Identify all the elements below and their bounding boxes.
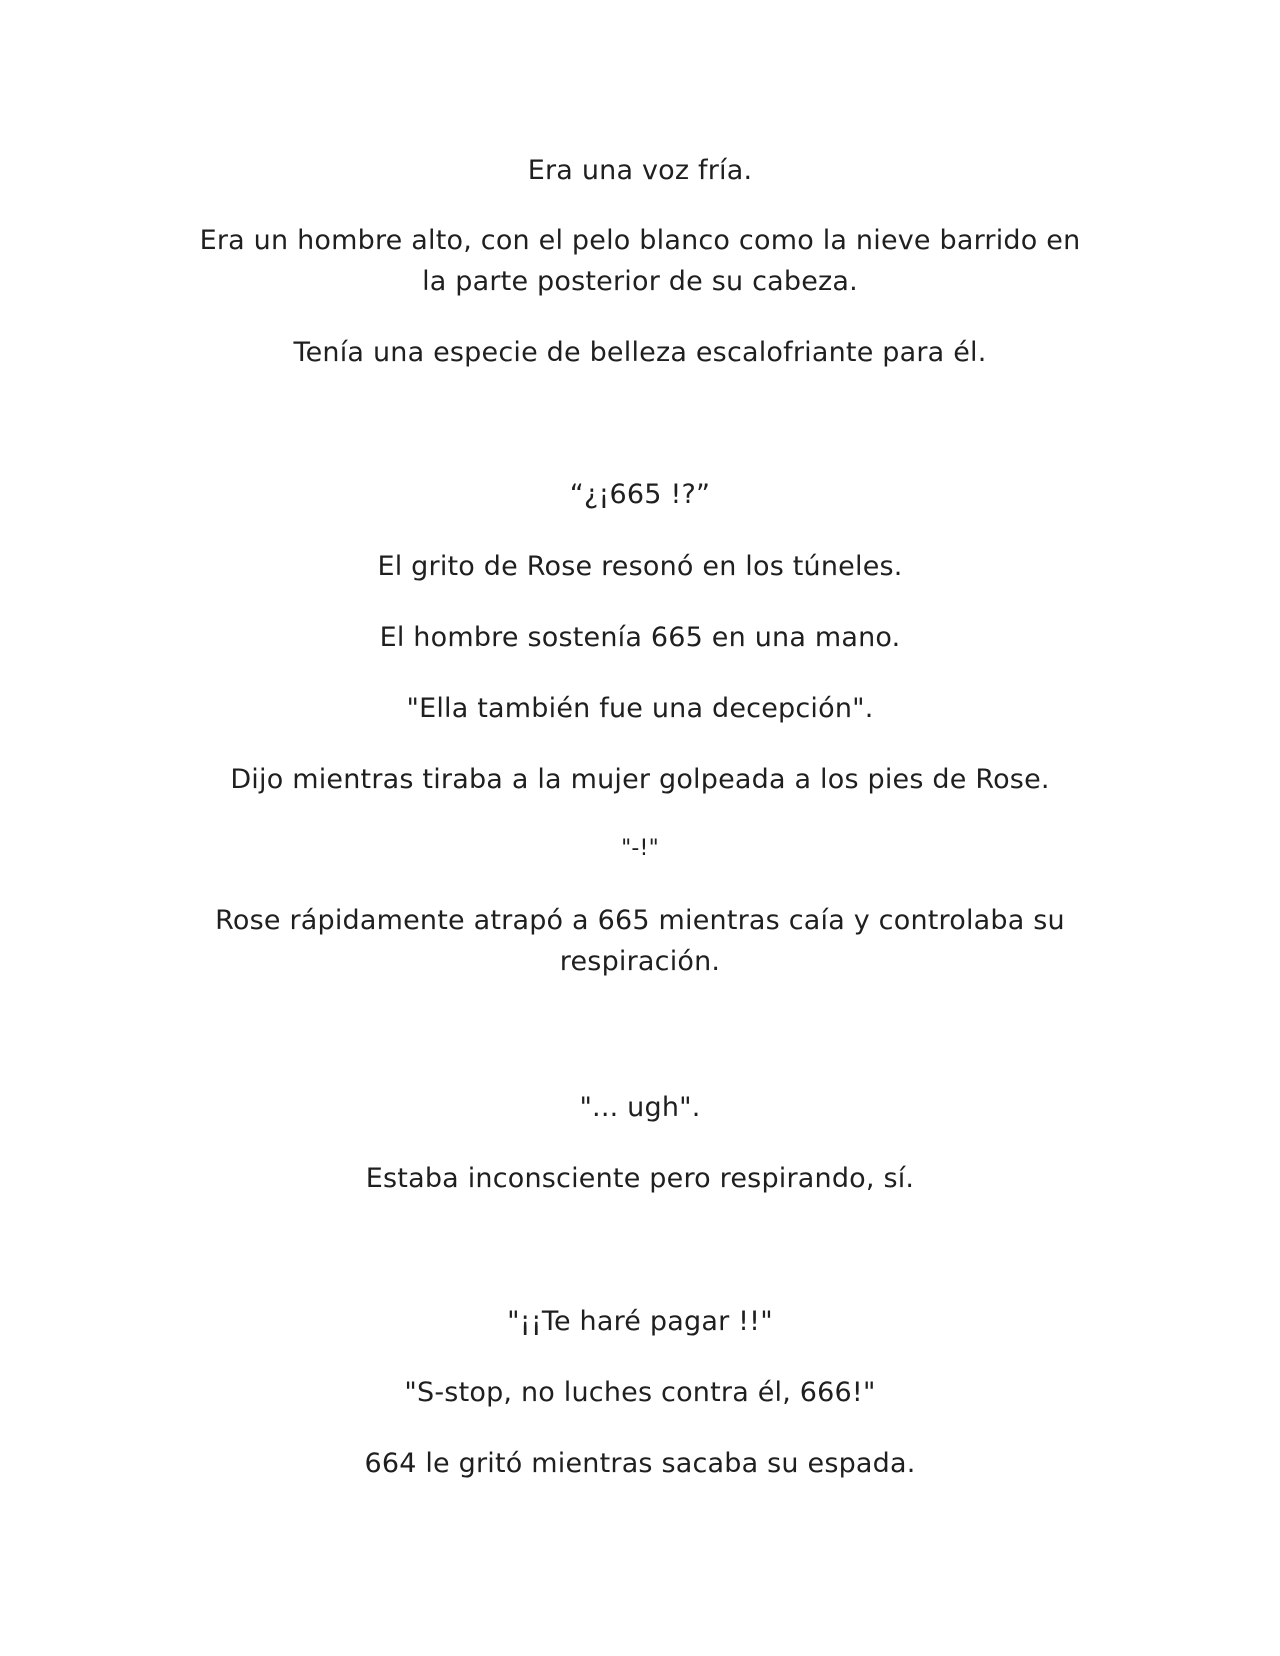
- paragraph: Dijo mientras tiraba a la mujer golpeada a los pies de Rose.: [230, 764, 1050, 795]
- paragraph: "Ella también fue una decepción".: [406, 693, 874, 724]
- paragraph: Tenía una especie de belleza escalofriante para él.: [293, 337, 987, 368]
- paragraph: "-!": [621, 836, 659, 861]
- paragraph: "S-stop, no luches contra él, 666!": [404, 1377, 876, 1408]
- paragraph: Era un hombre alto, con el pelo blanco como la nieve barrido en la parte posterior de su cabeza.: [199, 225, 1081, 297]
- paragraph: "¡¡Te haré pagar !!": [507, 1306, 773, 1337]
- paragraph: Estaba inconsciente pero respirando, sí.: [365, 1163, 915, 1194]
- paragraph: El grito de Rose resonó en los túneles.: [377, 551, 903, 582]
- paragraph: Era una voz fría.: [527, 155, 753, 186]
- paragraph: Rose rápidamente atrapó a 665 mientras caía y controlaba su respiración.: [215, 905, 1065, 977]
- paragraph: "... ugh".: [579, 1092, 701, 1123]
- paragraph: 664 le gritó mientras sacaba su espada.: [364, 1448, 916, 1479]
- paragraph: El hombre sostenía 665 en una mano.: [379, 622, 901, 653]
- paragraph: “¿¡665 !?”: [569, 479, 711, 510]
